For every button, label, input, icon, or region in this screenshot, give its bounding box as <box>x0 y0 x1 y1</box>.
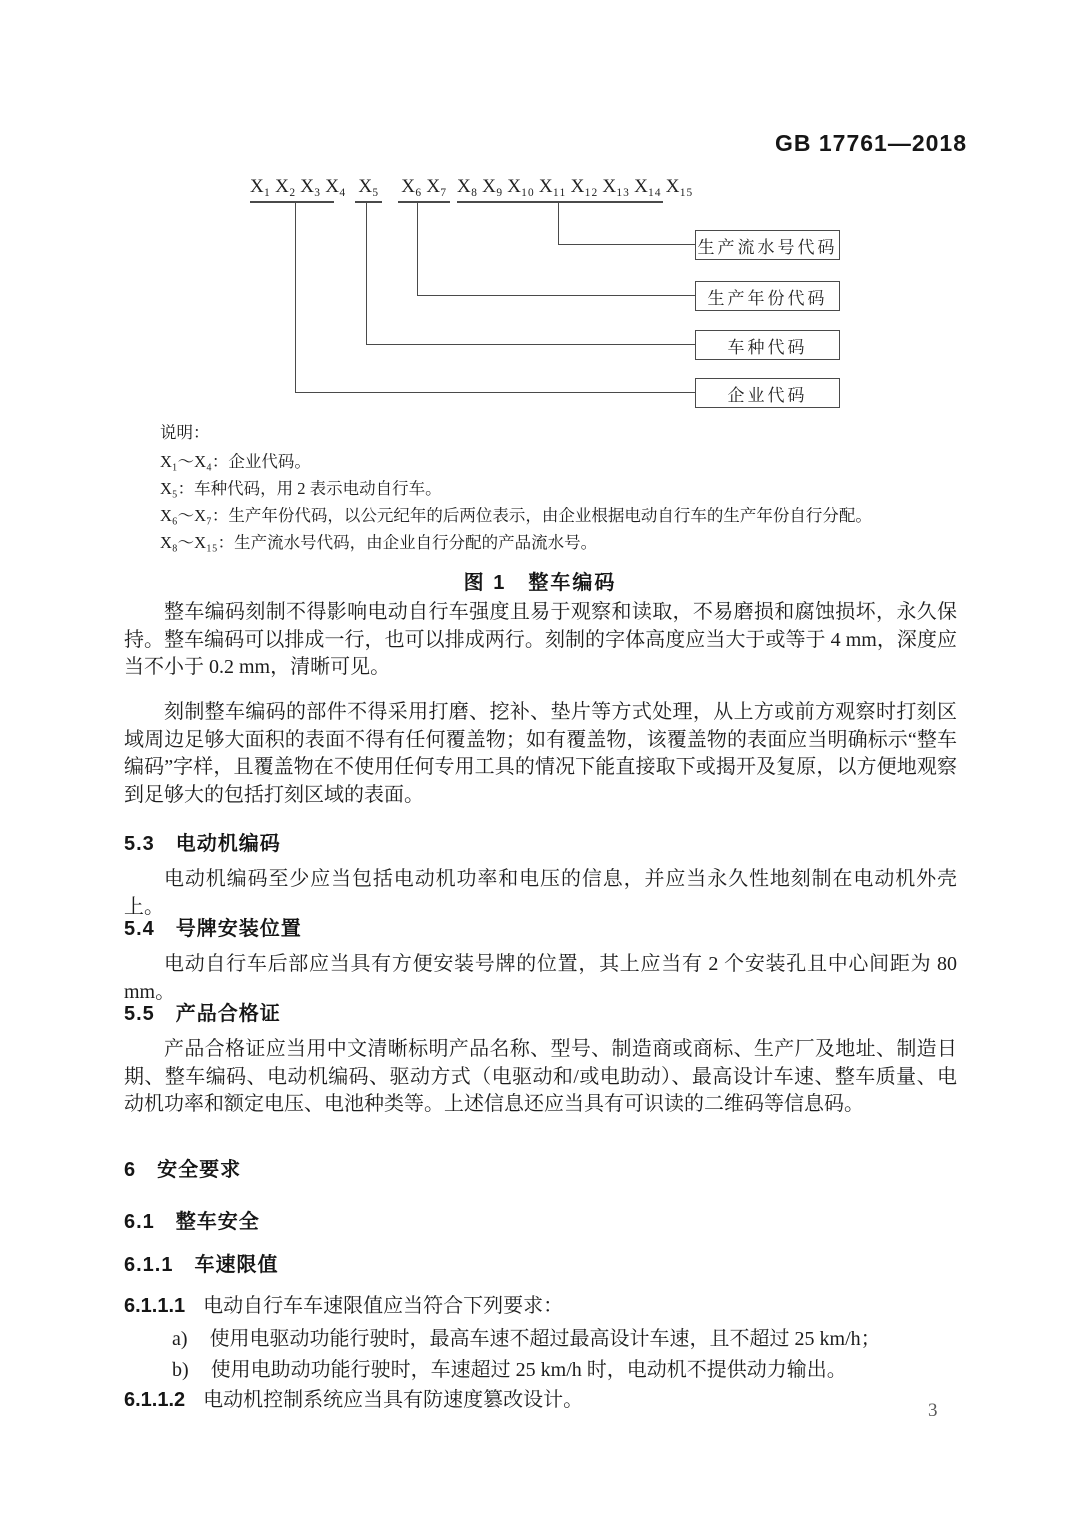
figure-1-diagram <box>0 0 1080 420</box>
label-box-serial-code: 生产流水号代码 <box>695 230 840 260</box>
clause-5-4-text: 电动自行车后部应当具有方便安装号牌的位置，其上应当有 2 个安装孔且中心间距为 80 mm。 <box>124 953 957 1003</box>
list-item-b <box>172 1353 958 1382</box>
label-box-year-code: 生产年份代码 <box>695 281 840 311</box>
connector-vline-serial <box>558 203 559 244</box>
connector-hline-serial <box>558 244 695 245</box>
heading-5-3: 5.3 电动机编码 <box>124 833 281 855</box>
page-number: 3 <box>928 1400 938 1421</box>
clause-5-3-text: 电动机编码至少应当包括电动机功率和电压的信息，并应当永久性地刻制在电动机外壳上。 <box>124 868 957 918</box>
standard-number: GB 17761—2018 <box>774 130 967 156</box>
list-item-a <box>172 1322 958 1351</box>
connector-vline-enterprise <box>295 203 296 392</box>
legend-title: 说明： <box>160 423 210 442</box>
list-item-a-prefix: a) <box>172 1328 188 1350</box>
heading-6-1: 6.1 整车安全 <box>124 1211 260 1233</box>
heading-5-5: 5.5 产品合格证 <box>124 1003 281 1025</box>
figure-caption: 图 1 整车编码 <box>463 572 617 594</box>
legend-item-x5: X₅：车种代码，用 2 表示电动自行车。 <box>160 479 442 498</box>
list-item-b-prefix: b) <box>172 1359 189 1381</box>
legend-item-x8-x15: X₈～X₁₅：生产流水号代码，由企业自行分配的产品流水号。 <box>160 533 598 552</box>
paragraph-covering-requirements: 刻制整车编码的部件不得采用打磨、挖补、垫片等方式处理，从上方或前方观察时打刻区域周边足够大面积的表面不得有任何覆盖物；如有覆盖物，该覆盖物的表面应当明确标示“整车编码”字样，且覆盖物在不使用任何专用工具的情况下能直接取下或揭开及复原，以方便地观察到足够大的包括打刻区域的表面。 <box>124 701 957 806</box>
code-group-x8-x15: X₈ X₉ X₁₀ X₁₁ X₁₂ X₁₃ X₁₄ X₁₅ <box>457 176 663 203</box>
connector-hline-year <box>417 295 695 296</box>
list-item-a-text: 使用电驱动功能行驶时，最高车速不超过最高设计车速，且不超过 25 km/h； <box>209 1328 881 1350</box>
code-group-x5: X₅ <box>355 176 382 203</box>
label-box-vehicle-type-code: 车种代码 <box>695 330 840 360</box>
clause-6-1-1-2-text: 电动机控制系统应当具有防速度篡改设计。 <box>203 1389 584 1411</box>
legend-item-x1-x4: X₁～X₄：企业代码。 <box>160 452 311 471</box>
heading-6: 6 安全要求 <box>124 1159 242 1181</box>
clause-6-1-1-1-number: 6.1.1.1 <box>124 1295 186 1317</box>
connector-hline-vehicle-type <box>366 344 695 345</box>
figure-legend <box>160 419 960 551</box>
clause-6-1-1-2 <box>124 1383 957 1412</box>
code-group-x1-x4: X₁ X₂ X₃ X₄ <box>250 176 334 203</box>
label-box-enterprise-code: 企业代码 <box>695 378 840 408</box>
connector-vline-vehicle-type <box>366 203 367 344</box>
connector-vline-year <box>417 203 418 295</box>
paragraph-marking-requirements: 整车编码刻制不得影响电动自行车强度且易于观察和读取，不易磨损和腐蚀损坏，永久保持。整车编码可以排成一行，也可以排成两行。刻制的字体高度应当大于或等于 4 mm，深度应当不小于 0.2 mm，清晰可见。 <box>124 601 957 678</box>
clause-6-1-1-1-text: 电动自行车车速限值应当符合下列要求： <box>203 1295 564 1317</box>
code-group-x6-x7: X₆ X₇ <box>398 176 450 203</box>
clause-5-5-text: 产品合格证应当用中文清晰标明产品名称、型号、制造商或商标、生产厂及地址、制造日期、整车编码、电动机编码、驱动方式（电驱动和/或电助动）、最高设计车速、整车质量、电动机功率和额定电压、电池种类等。上述信息还应当具有可识读的二维码等信息码。 <box>124 1038 957 1115</box>
clause-6-1-1-2-number: 6.1.1.2 <box>124 1389 186 1411</box>
list-item-b-text: 使用电助动功能行驶时，车速超过 25 km/h 时，电动机不提供动力输出。 <box>210 1359 847 1381</box>
heading-6-1-1: 6.1.1 车速限值 <box>124 1254 279 1276</box>
legend-item-x6-x7: X₆～X₇：生产年份代码，以公元纪年的后两位表示，由企业根据电动自行车的生产年份自行分配。 <box>160 506 872 525</box>
connector-hline-enterprise <box>295 392 695 393</box>
clause-6-1-1-1 <box>124 1289 957 1318</box>
heading-5-4: 5.4 号牌安装位置 <box>124 918 302 940</box>
